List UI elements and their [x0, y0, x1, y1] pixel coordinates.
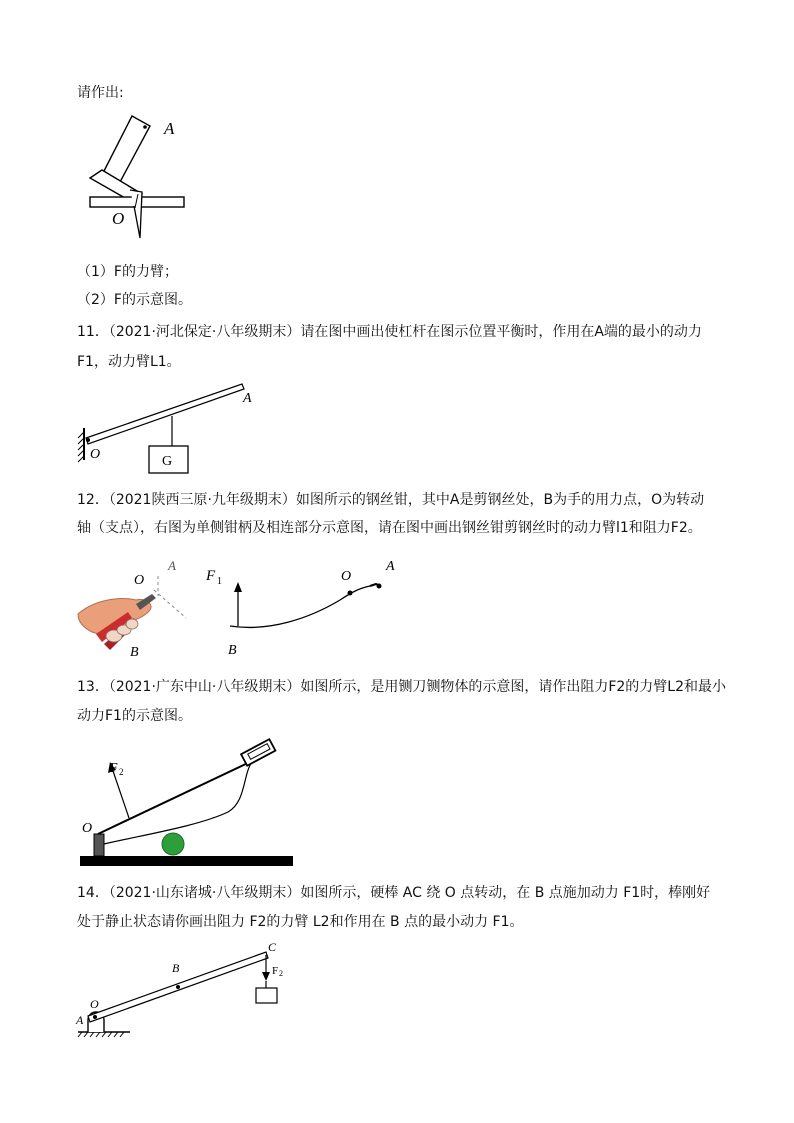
label-b: B — [130, 645, 139, 660]
q11-lever-figure — [72, 378, 272, 478]
q14-line1: 14．（2021·山东诸城·八年级期末）如图所示，硬棒 AC 绕 O 点转动，在 B 点施加动力 F1时，棒刚好 — [77, 885, 711, 901]
label-o: O — [90, 447, 101, 462]
hammer-figure — [80, 112, 200, 242]
lever-rod — [86, 384, 244, 444]
f1-subscript: 1 — [217, 576, 222, 587]
label-g: G — [162, 454, 173, 469]
point-a-dot — [143, 125, 147, 129]
ground — [80, 856, 293, 866]
f2-subscript: 2 — [119, 767, 124, 777]
label-o: O — [341, 569, 352, 584]
label-o: O — [134, 573, 145, 588]
label-b: B — [172, 961, 180, 975]
label-b: B — [228, 643, 237, 658]
nail — [130, 190, 142, 238]
q13-line2: 动力F1的示意图。 — [77, 708, 192, 724]
q11-line1: 11．（2021·河北保定·八年级期末）请在图中画出使杠杆在图示位置平衡时，作用在A端的最小的动力 — [77, 324, 702, 340]
label-a: A — [243, 391, 252, 406]
point-b-dot — [176, 985, 180, 989]
hammer-handle — [103, 116, 150, 182]
point-a-dot — [377, 584, 382, 589]
f2-label: F — [272, 965, 279, 977]
label-c: C — [268, 940, 277, 954]
label-a: A — [386, 559, 395, 574]
q12-line1: 12．（2021陕西三原·九年级期末）如图所示的钢丝钳，其中A是剪钢丝处，B为手的用力点，O为转动 — [77, 492, 705, 508]
pivot-block — [94, 834, 104, 856]
q10-item1: （1）F的力臂； — [77, 264, 178, 280]
f2-label: F — [110, 761, 118, 776]
label-o: O — [82, 821, 93, 836]
label-a: A — [76, 1013, 84, 1027]
dashed-line — [154, 590, 186, 618]
pliers-schematic — [200, 556, 410, 660]
q13-line1: 13．（2021·广东中山·八年级期末）如图所示，是用铡刀铡物体的示意图，请作出阻力F2的力臂L2和最小 — [77, 679, 727, 695]
q11-line2: F1，动力臂L1。 — [77, 354, 181, 370]
label-a: A — [164, 119, 175, 138]
blade-curve — [104, 762, 252, 844]
q12-line2: 轴（支点），右图为单侧钳柄及相连部分示意图，请在图中画出钢丝钳剪钢丝时的动力臂l1和阻力F2。 — [77, 520, 702, 536]
weight-block — [256, 988, 277, 1003]
q14-line2: 处于静止状态请你画出阻力 F2的力臂 L2和作用在 B 点的最小动力 F1。 — [77, 914, 524, 930]
label-a: A — [168, 558, 176, 573]
pliers-photo — [74, 556, 204, 660]
f2-subscript: 2 — [279, 969, 283, 978]
q13-chopper-figure — [78, 734, 298, 870]
intro-text: 请作出: — [77, 85, 124, 101]
pivot-o-dot — [348, 591, 353, 596]
pivot-o-dot — [93, 1015, 97, 1019]
object-ball — [162, 833, 184, 855]
q14-rod-figure — [74, 938, 294, 1042]
f1-label: F — [206, 568, 216, 584]
q10-item2: （2）F的示意图。 — [77, 292, 192, 308]
label-o: O — [90, 997, 99, 1011]
label-o: O — [112, 209, 125, 228]
pivot-dot — [86, 438, 90, 442]
